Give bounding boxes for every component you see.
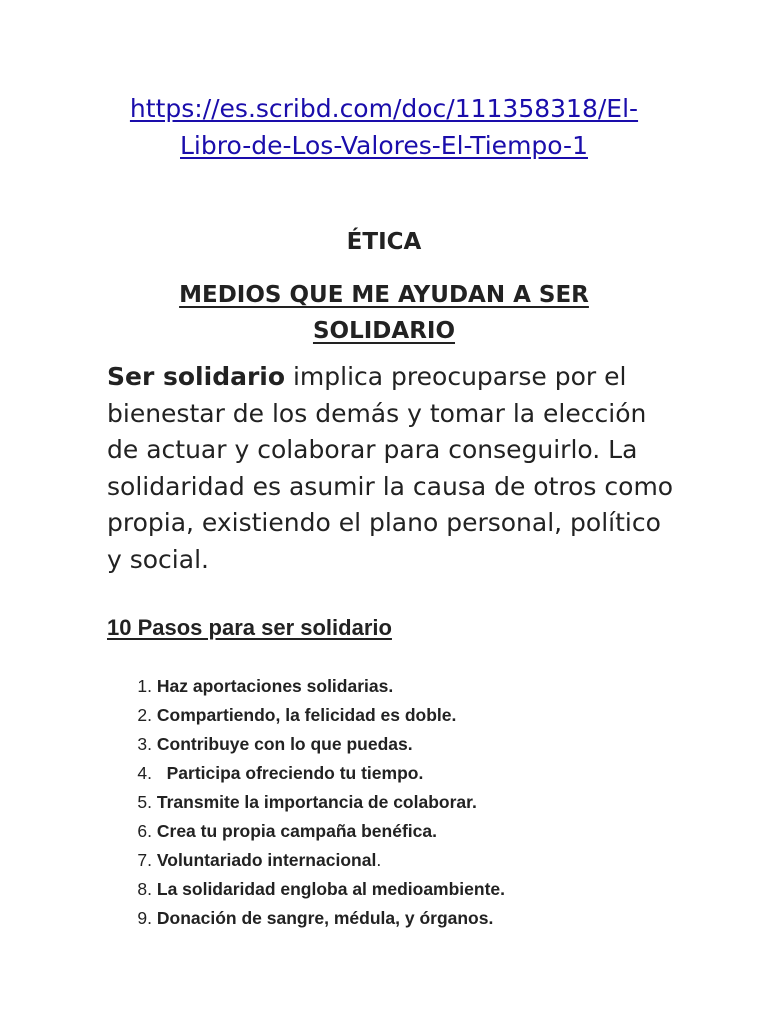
list-item-text: Contribuye con lo que puedas.: [156, 734, 413, 754]
list-item: [107, 672, 707, 701]
list-item-text: La solidaridad engloba al medioambiente.: [156, 879, 506, 899]
list-item: [107, 759, 707, 788]
intro-bold-term: Ser solidario: [107, 362, 286, 391]
list-item-number: 5.: [137, 792, 152, 812]
page-title-line-1: MEDIOS QUE ME AYUDAN A SER: [179, 282, 589, 308]
list-item: [107, 846, 707, 875]
list-item-text: Participa ofreciendo tu tiempo.: [156, 763, 424, 783]
list-item-number: 9.: [137, 908, 152, 928]
list-item: [107, 788, 707, 817]
list-item: [107, 875, 707, 904]
steps-heading: 10 Pasos para ser solidario: [107, 615, 392, 640]
intro-text: implica preocuparse por el bienestar de los demás y tomar la elección de actuar y colaborar para conseguirlo. La solidaridad es asumir la causa de otros como propia, existiendo el plano personal, político y social.: [107, 362, 674, 574]
source-link-block: [0, 90, 768, 164]
list-item-text: Crea tu propia campaña benéfica.: [156, 821, 437, 841]
page-title-line-2: SOLIDARIO: [312, 318, 456, 344]
list-item-number: 3.: [137, 734, 152, 754]
list-item-text: Donación de sangre, médula, y órganos.: [156, 908, 494, 928]
source-link[interactable]: [130, 94, 638, 160]
list-item-text: Haz aportaciones solidarias.: [156, 676, 394, 696]
list-item-text: Voluntariado internacional: [156, 850, 377, 870]
list-item-number: 4.: [137, 763, 152, 783]
list-item: [107, 904, 707, 933]
list-item: [107, 701, 707, 730]
page-title: [100, 277, 668, 349]
list-item-number: 7.: [137, 850, 152, 870]
subject-heading: ÉTICA: [346, 229, 422, 255]
list-item-suffix: .: [376, 850, 382, 870]
list-item-number: 2.: [137, 705, 152, 725]
steps-list: [107, 672, 707, 933]
list-item-text: Compartiendo, la felicidad es doble.: [156, 705, 457, 725]
list-item-number: 8.: [137, 879, 152, 899]
list-item-number: 1.: [137, 676, 152, 696]
intro-paragraph: [107, 359, 677, 578]
list-item-number: 6.: [137, 821, 152, 841]
list-item: [107, 730, 707, 759]
source-link-line-2[interactable]: Libro-de-Los-Valores-El-Tiempo-1: [180, 131, 588, 160]
list-item-text: Transmite la importancia de colaborar.: [156, 792, 477, 812]
source-link-line-1[interactable]: https://es.scribd.com/doc/111358318/El-: [129, 94, 639, 123]
list-item: [107, 817, 707, 846]
